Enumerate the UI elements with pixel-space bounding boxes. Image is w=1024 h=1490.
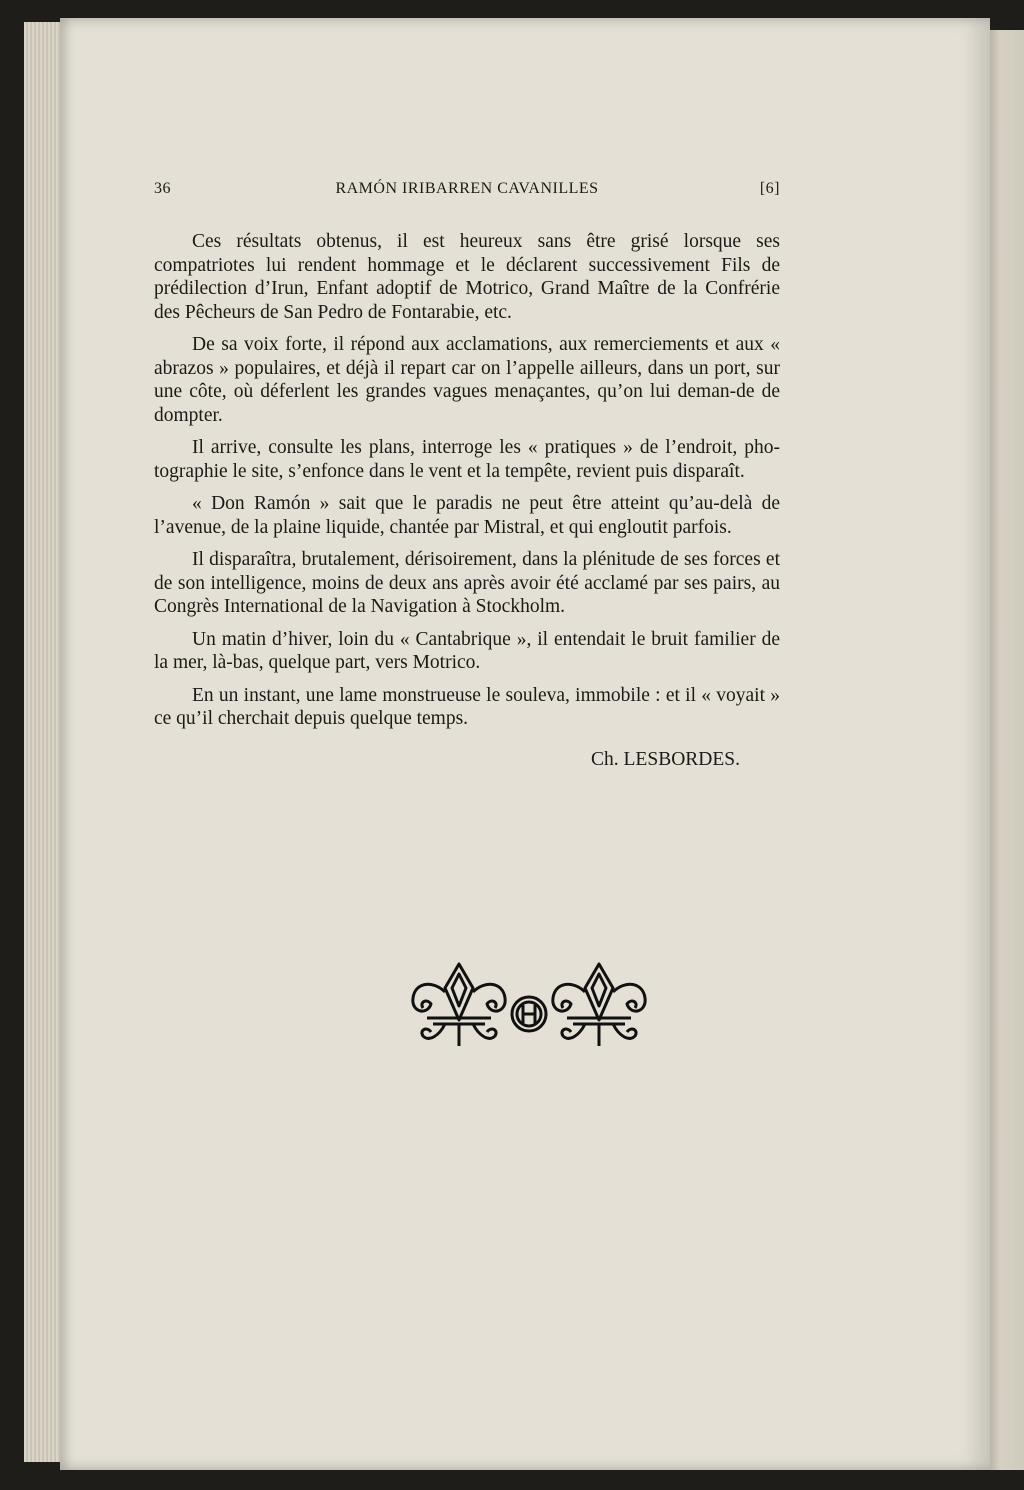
paragraph: En un instant, une lame monstrueuse le souleva, immobile : et il « voyait » ce qu’il cherchait depuis quelque temps. (154, 684, 780, 729)
fleur-de-lis-icon (413, 964, 505, 1046)
section-reference: [6] (759, 180, 780, 197)
body-text (154, 230, 780, 731)
monogram-h-medallion-icon (512, 997, 546, 1031)
author-signature: Ch. LESBORDES. (591, 748, 740, 770)
fleur-de-lis-icon (553, 964, 645, 1046)
paragraph: Il arrive, consulte les plans, interroge les « pratiques » de l’endroit, pho-tographie le site, s’enfonce dans le vent et la tempête, revient puis disparaît. (154, 437, 780, 482)
facing-page-edge (990, 30, 1024, 1470)
page-content (154, 160, 780, 771)
page-number: 36 (154, 180, 171, 197)
running-title: RAMÓN IRIBARREN CAVANILLES (335, 180, 599, 197)
paragraph: Un matin d’hiver, loin du « Cantabrique », il entendait le bruit familier de la mer, là-bas, quelque part, vers Motrico. (154, 628, 780, 673)
paragraph: De sa voix forte, il répond aux acclamations, aux remerciements et aux « abrazos » populaires, et déjà il repart car on l’appelle ailleurs, dans un port, sur une côte, où déferlent les grandes vagues menaçantes, qu’on lui deman-de de dompter. (154, 334, 780, 426)
paragraph: Il disparaîtra, brutalement, dérisoirement, dans la plénitude de ses forces et de son intelligence, moins de deux ans après avoir été acclamé par ses pairs, au Congrès International de la Navigation à Stockholm. (154, 549, 780, 617)
paragraph: « Don Ramón » sait que le paradis ne peut être atteint qu’au-delà de l’avenue, de la plaine liquide, chantée par Mistral, et qui engloutit parfois. (154, 493, 780, 538)
running-header (154, 180, 780, 204)
page-stack-edge (24, 22, 64, 1462)
paragraph: Ces résultats obtenus, il est heureux sans être grisé lorsque ses compatriotes lui rendent hommage et le déclarent successivement Fils de prédilection d’Irun, Enfant adoptif de Motrico, Grand Maître de la Confrérie des Pêcheurs de San Pedro de Fontarabie, etc. (154, 231, 780, 323)
ornament-vignette (405, 958, 653, 1058)
